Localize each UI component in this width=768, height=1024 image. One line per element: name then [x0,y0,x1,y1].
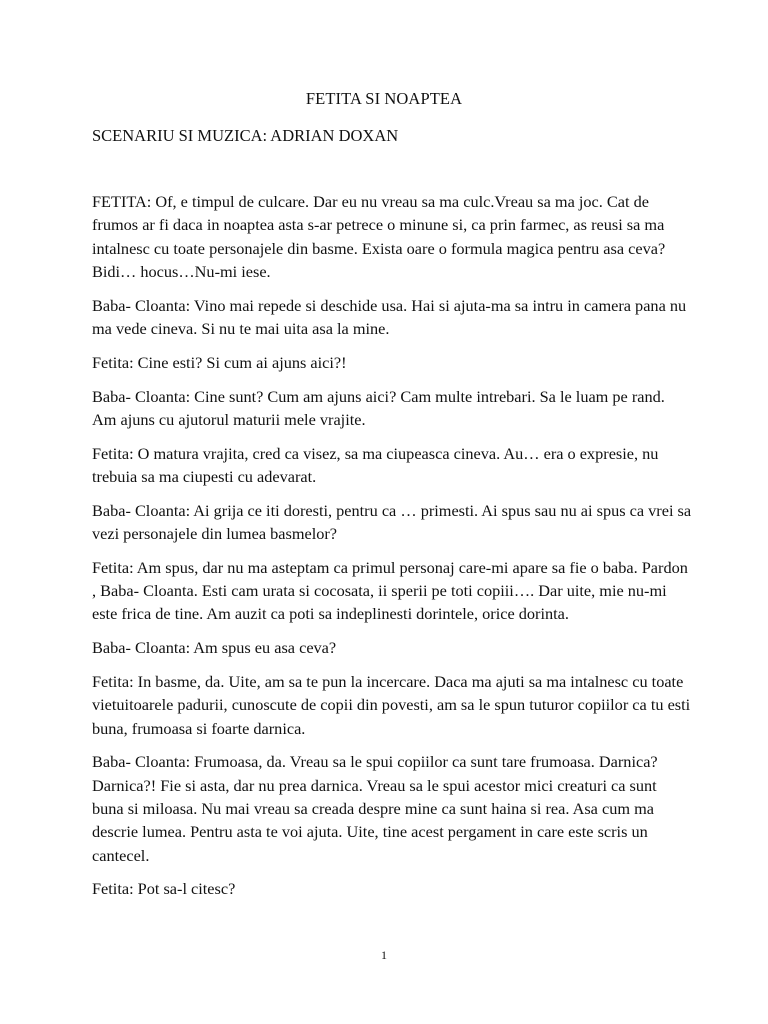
paragraph: FETITA: Of, e timpul de culcare. Dar eu nu vreau sa ma culc.Vreau sa ma joc. Cat de frumos ar fi daca in noaptea asta s-ar petrece o minune si, ca prin farmec, as reusi sa ma intalnesc cu toate personajele din basme. Exista oare o formula magica pentru asa ceva? Bidi… hocus…Nu-mi iese. [92,192,666,281]
paragraph: Baba- Cloanta: Vino mai repede si deschide usa. Hai si ajuta-ma sa intru in camera pana nu ma vede cineva. Si nu te mai uita asa la mine. [92,295,687,338]
paragraph: Baba- Cloanta: Frumoasa, da. Vreau sa le spui copiilor ca sunt tare frumoasa. Darnica? Darnica?! Fie si asta, dar nu prea darnica. Vreau sa le spui acestor mici creaturi ca sunt buna si miloasa. Nu mai vreau sa creada despre mine ca sunt haina si rea. Asa cum ma descrie lumea. Pentru asta te voi ajuta. Uite, tine acest pergament in care este scris un cantecel. [92,752,658,865]
paragraph: Fetita: Pot sa-l citesc? [92,879,236,899]
paragraph: Fetita: O matura vrajita, cred ca visez, sa ma ciupeasca cineva. Au… era o expresie, nu trebuia sa ma ciupesti cu adevarat. [92,443,659,486]
paragraph: Fetita: Am spus, dar nu ma asteptam ca primul personaj care-mi apare sa fie o baba. Pardon , Baba- Cloanta. Esti cam urata si cocosata, ii sperii pe toti copiii…. Dar uite, mie nu-mi este frica de tine. Am auzit ca poti sa indeplinesti dorintele, orice dorinta. [92,557,688,624]
document-subtitle: SCENARIU SI MUZICA: ADRIAN DOXAN [92,126,399,145]
paragraph: Fetita: Cine esti? Si cum ai ajuns aici?! [92,352,347,372]
document-title: FETITA SI NOAPTEA [305,89,463,108]
paragraph: Fetita: In basme, da. Uite, am sa te pun la incercare. Daca ma ajuti sa ma intalnesc cu toate vietuitoarele padurii, cunoscute de copii din povesti, am sa le spun tuturor copiilor ca tu esti buna, frumoasa si foarte darnica. [92,672,691,738]
paragraph: Baba- Cloanta: Cine sunt? Cum am ajuns aici? Cam multe intrebari. Sa le luam pe rand. Am ajuns cu ajutorul maturii mele vrajite. [92,386,665,429]
document-body [92,190,692,911]
paragraph: Baba- Cloanta: Am spus eu asa ceva? [92,638,337,658]
paragraph: Baba- Cloanta: Ai grija ce iti doresti, pentru ca … primesti. Ai spus sau nu ai spus ca vrei sa vezi personajele din lumea basmelor? [92,500,692,544]
page-number: 1 [381,948,387,962]
